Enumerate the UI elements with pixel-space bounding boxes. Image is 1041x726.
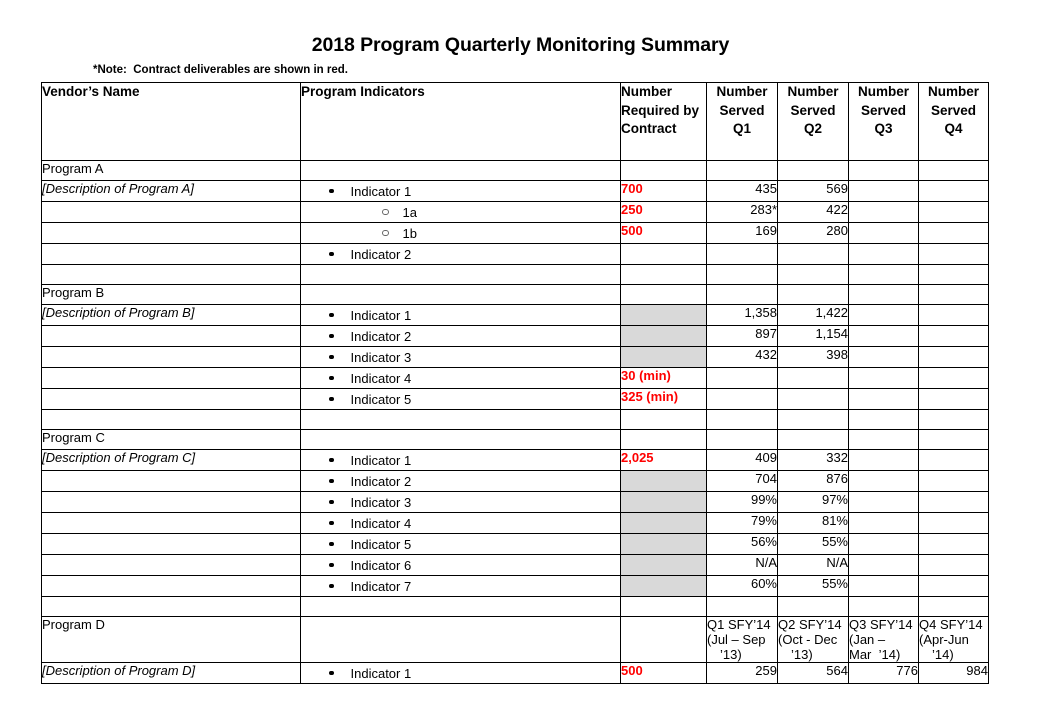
- indicator-cell: [301, 368, 621, 389]
- quarter-line: Mar ’14): [849, 647, 901, 662]
- empty-cell: [778, 285, 849, 305]
- page-title: 2018 Program Quarterly Monitoring Summary: [311, 34, 730, 56]
- q3-value: [849, 471, 919, 492]
- indicator-cell: [301, 576, 621, 597]
- q3-value: [849, 347, 919, 368]
- required-value: 700: [621, 181, 707, 202]
- q3-value: [849, 450, 919, 471]
- empty-cell: [621, 285, 707, 305]
- required-value: [621, 326, 707, 347]
- required-value: 250: [621, 202, 707, 223]
- table-row: [42, 513, 989, 534]
- header-line: Served: [930, 102, 977, 118]
- quarter-line: Q1 SFY’14: [707, 617, 771, 632]
- empty-cell: [707, 430, 778, 450]
- quarter-subheader-q4: [919, 617, 989, 663]
- indicator-cell: [301, 555, 621, 576]
- q4-value: [919, 534, 989, 555]
- indicator-label: Indicator 7: [350, 578, 412, 594]
- q1-value: 704: [707, 471, 778, 492]
- header-line: Served: [719, 102, 765, 118]
- indicator-cell: [301, 471, 621, 492]
- program-description-d: [Description of Program D]: [42, 663, 301, 684]
- q2-value: 398: [778, 347, 849, 368]
- table-row: [42, 368, 989, 389]
- indicator-label: Indicator 2: [350, 246, 412, 262]
- indicator-label: 1a: [402, 204, 417, 220]
- empty-cell: [42, 555, 301, 576]
- q2-value: 332: [778, 450, 849, 471]
- q3-value: [849, 389, 919, 410]
- quarter-line: ’13): [791, 647, 813, 662]
- table-row: [42, 471, 989, 492]
- q3-value: [849, 555, 919, 576]
- column-header-number-served-q4: [919, 83, 989, 161]
- monitoring-summary-table: [41, 82, 989, 684]
- q3-value: [849, 576, 919, 597]
- q4-value: [919, 326, 989, 347]
- required-value: [621, 347, 707, 368]
- bullet-icon: [329, 334, 334, 339]
- q1-value: 56%: [707, 534, 778, 555]
- q3-value: [849, 223, 919, 244]
- spacer-row: [42, 265, 989, 285]
- q4-value: [919, 389, 989, 410]
- q2-value: [778, 244, 849, 265]
- table-row: [42, 347, 989, 368]
- q4-value: [919, 202, 989, 223]
- red-deliverables-note: *Note: Contract deliverables are shown in red.: [93, 64, 348, 76]
- q4-value: [919, 244, 989, 265]
- required-value: [621, 244, 707, 265]
- empty-cell: [42, 597, 301, 617]
- program-description-b: [Description of Program B]: [42, 305, 301, 326]
- indicator-cell: [301, 305, 621, 326]
- indicator-cell: [301, 347, 621, 368]
- quarter-line: (Jan –: [849, 632, 886, 647]
- q2-value: 876: [778, 471, 849, 492]
- empty-cell: [707, 597, 778, 617]
- q4-value: [919, 576, 989, 597]
- bullet-icon: [329, 397, 334, 402]
- indicator-cell: [301, 181, 621, 202]
- empty-cell: [621, 597, 707, 617]
- indicator-cell: [301, 326, 621, 347]
- program-name-a: Program A: [42, 161, 301, 181]
- empty-cell: [42, 576, 301, 597]
- table-row: [42, 492, 989, 513]
- indicator-label: Indicator 2: [350, 328, 412, 344]
- q3-value: [849, 513, 919, 534]
- table-row: [42, 389, 989, 410]
- required-value: 30 (min): [621, 368, 707, 389]
- q1-value: [707, 389, 778, 410]
- empty-cell: [301, 265, 621, 285]
- q1-value: 259: [707, 663, 778, 684]
- empty-cell: [778, 265, 849, 285]
- empty-cell: [301, 285, 621, 305]
- table-row: [42, 202, 989, 223]
- indicator-cell: [301, 663, 621, 684]
- header-line: Number: [787, 84, 839, 99]
- empty-cell: [919, 410, 989, 430]
- empty-cell: [42, 534, 301, 555]
- program-heading-row: [42, 617, 989, 663]
- q1-value: 169: [707, 223, 778, 244]
- header-line: Served: [790, 102, 836, 118]
- q2-value: 564: [778, 663, 849, 684]
- empty-cell: [919, 430, 989, 450]
- quarter-line: (Apr-Jun: [919, 632, 969, 647]
- required-value: [621, 534, 707, 555]
- quarter-subheader-q2: [778, 617, 849, 663]
- q4-value: [919, 471, 989, 492]
- header-line: Contract: [621, 121, 677, 136]
- q2-value: 55%: [778, 576, 849, 597]
- bullet-icon: [329, 376, 334, 381]
- indicator-cell: [301, 450, 621, 471]
- bullet-icon: [329, 313, 334, 318]
- indicator-label: Indicator 2: [350, 473, 412, 489]
- table-row: [42, 534, 989, 555]
- empty-cell: [919, 265, 989, 285]
- q4-value: [919, 492, 989, 513]
- empty-cell: [849, 410, 919, 430]
- q4-value: 984: [919, 663, 989, 684]
- required-value: [621, 492, 707, 513]
- empty-cell: [707, 285, 778, 305]
- bullet-icon: [329, 500, 334, 505]
- indicator-label: Indicator 3: [350, 349, 412, 365]
- quarter-line: ’13): [720, 647, 742, 662]
- indicator-cell: [301, 389, 621, 410]
- empty-cell: [42, 347, 301, 368]
- header-line: Q1: [732, 121, 751, 136]
- empty-cell: [707, 410, 778, 430]
- quarter-line: (Oct - Dec: [778, 632, 838, 647]
- empty-cell: [621, 410, 707, 430]
- empty-cell: [301, 617, 621, 663]
- q2-value: 422: [778, 202, 849, 223]
- bullet-icon: [329, 671, 334, 676]
- q3-value: [849, 326, 919, 347]
- indicator-label: 1b: [402, 225, 417, 241]
- table-row: [42, 576, 989, 597]
- indicator-label: Indicator 5: [350, 536, 412, 552]
- quarter-subheader-q3: [849, 617, 919, 663]
- hollow-bullet-icon: [382, 209, 389, 216]
- required-value: 325 (min): [621, 389, 707, 410]
- bullet-icon: [329, 252, 334, 257]
- spacer-row: [42, 410, 989, 430]
- header-line: Served: [860, 102, 907, 118]
- table-row: [42, 450, 989, 471]
- empty-cell: [42, 265, 301, 285]
- empty-cell: [621, 265, 707, 285]
- table-row: [42, 326, 989, 347]
- column-header-program-indicators: Program Indicators: [301, 83, 621, 161]
- bullet-icon: [329, 189, 334, 194]
- q1-value: 1,358: [707, 305, 778, 326]
- q2-value: 81%: [778, 513, 849, 534]
- table-row: [42, 555, 989, 576]
- empty-cell: [42, 471, 301, 492]
- program-name-c: Program C: [42, 430, 301, 450]
- bullet-icon: [329, 521, 334, 526]
- empty-cell: [301, 410, 621, 430]
- empty-cell: [42, 389, 301, 410]
- program-description-a: [Description of Program A]: [42, 181, 301, 202]
- q3-value: [849, 244, 919, 265]
- q3-value: [849, 534, 919, 555]
- q1-value: 432: [707, 347, 778, 368]
- q4-value: [919, 450, 989, 471]
- empty-cell: [42, 368, 301, 389]
- header-line: Number: [927, 84, 979, 99]
- q4-value: [919, 223, 989, 244]
- required-value: [621, 471, 707, 492]
- table-header-row: [42, 83, 989, 161]
- empty-cell: [42, 492, 301, 513]
- header-line: by: [683, 102, 700, 118]
- header-line: Required: [621, 102, 680, 118]
- empty-cell: [301, 597, 621, 617]
- indicator-label: Indicator 1: [350, 307, 412, 323]
- bullet-icon: [329, 355, 334, 360]
- indicator-label: Indicator 4: [350, 370, 412, 386]
- quarter-line: ’14): [932, 647, 954, 662]
- indicator-cell: [301, 202, 621, 223]
- indicator-label: Indicator 4: [350, 515, 412, 531]
- q3-value: [849, 492, 919, 513]
- q2-value: 97%: [778, 492, 849, 513]
- column-header-number-served-q1: [707, 83, 778, 161]
- q4-value: [919, 555, 989, 576]
- q3-value: [849, 202, 919, 223]
- empty-cell: [849, 161, 919, 181]
- indicator-label: Indicator 5: [350, 391, 412, 407]
- q3-value: [849, 368, 919, 389]
- required-value: 2,025: [621, 450, 707, 471]
- q1-value: 283*: [707, 202, 778, 223]
- q1-value: N/A: [707, 555, 778, 576]
- empty-cell: [778, 161, 849, 181]
- bullet-icon: [329, 584, 334, 589]
- table-row: [42, 244, 989, 265]
- q3-value: [849, 305, 919, 326]
- program-name-b: Program B: [42, 285, 301, 305]
- empty-cell: [849, 597, 919, 617]
- q4-value: [919, 513, 989, 534]
- program-heading-row: [42, 285, 989, 305]
- program-heading-row: [42, 161, 989, 181]
- indicator-label: Indicator 6: [350, 557, 412, 573]
- program-description-c: [Description of Program C]: [42, 450, 301, 471]
- q1-value: 409: [707, 450, 778, 471]
- empty-cell: [919, 161, 989, 181]
- q4-value: [919, 368, 989, 389]
- q2-value: 280: [778, 223, 849, 244]
- bullet-icon: [329, 542, 334, 547]
- q1-value: 435: [707, 181, 778, 202]
- empty-cell: [42, 202, 301, 223]
- header-line: Q2: [803, 121, 822, 136]
- required-value: [621, 576, 707, 597]
- column-header-vendor-name: Vendor’s Name: [42, 83, 301, 161]
- indicator-label: Indicator 1: [350, 452, 412, 468]
- indicator-label: Indicator 1: [350, 183, 412, 199]
- empty-cell: [621, 430, 707, 450]
- indicator-cell: [301, 244, 621, 265]
- header-line: Number: [857, 84, 909, 99]
- empty-cell: [42, 513, 301, 534]
- quarter-line: (Jul – Sep: [707, 632, 766, 647]
- empty-cell: [301, 430, 621, 450]
- table-row: [42, 305, 989, 326]
- table-row: [42, 181, 989, 202]
- required-value: 500: [621, 663, 707, 684]
- bullet-icon: [329, 563, 334, 568]
- required-value: [621, 305, 707, 326]
- quarter-subheader-q1: [707, 617, 778, 663]
- empty-cell: [778, 430, 849, 450]
- empty-cell: [42, 326, 301, 347]
- empty-cell: [42, 244, 301, 265]
- table-row: [42, 223, 989, 244]
- indicator-cell: [301, 513, 621, 534]
- column-header-number-served-q3: [849, 83, 919, 161]
- empty-cell: [707, 161, 778, 181]
- empty-cell: [707, 265, 778, 285]
- empty-cell: [778, 597, 849, 617]
- q4-value: [919, 181, 989, 202]
- indicator-label: Indicator 3: [350, 494, 412, 510]
- empty-cell: [42, 223, 301, 244]
- table-row: [42, 663, 989, 684]
- bullet-icon: [329, 479, 334, 484]
- q2-value: 55%: [778, 534, 849, 555]
- q2-value: N/A: [778, 555, 849, 576]
- empty-cell: [849, 285, 919, 305]
- q1-value: 99%: [707, 492, 778, 513]
- q3-value: [849, 181, 919, 202]
- spacer-row: [42, 597, 989, 617]
- q3-value: 776: [849, 663, 919, 684]
- empty-cell: [301, 161, 621, 181]
- empty-cell: [919, 285, 989, 305]
- required-value: [621, 555, 707, 576]
- program-heading-row: [42, 430, 989, 450]
- q4-value: [919, 305, 989, 326]
- q2-value: 1,154: [778, 326, 849, 347]
- header-line: Q4: [944, 121, 963, 136]
- required-value: [621, 513, 707, 534]
- indicator-cell: [301, 223, 621, 244]
- q2-value: [778, 368, 849, 389]
- indicator-cell: [301, 534, 621, 555]
- q2-value: [778, 389, 849, 410]
- indicator-cell: [301, 492, 621, 513]
- empty-cell: [778, 410, 849, 430]
- empty-cell: [849, 265, 919, 285]
- empty-cell: [621, 161, 707, 181]
- column-header-number-served-q2: [778, 83, 849, 161]
- column-header-number-required-by-contract: [621, 83, 707, 161]
- empty-cell: [849, 430, 919, 450]
- indicator-label: Indicator 1: [350, 665, 412, 681]
- q1-value: 79%: [707, 513, 778, 534]
- q1-value: 897: [707, 326, 778, 347]
- header-line: Q3: [874, 121, 893, 136]
- hollow-bullet-icon: [382, 230, 389, 237]
- quarter-line: Q4 SFY’14: [919, 617, 983, 632]
- monitoring-summary-table-wrapper: [41, 82, 988, 684]
- q2-value: 1,422: [778, 305, 849, 326]
- q2-value: 569: [778, 181, 849, 202]
- quarter-line: Q3 SFY’14: [849, 617, 913, 632]
- quarter-line: Q2 SFY’14: [778, 617, 842, 632]
- empty-cell: [919, 597, 989, 617]
- bullet-icon: [329, 458, 334, 463]
- q1-value: 60%: [707, 576, 778, 597]
- empty-cell: [42, 410, 301, 430]
- program-name-d: Program D: [42, 617, 301, 663]
- q1-value: [707, 244, 778, 265]
- header-line: Number: [716, 84, 768, 99]
- header-line: Number: [621, 84, 673, 99]
- empty-cell: [621, 617, 707, 663]
- q4-value: [919, 347, 989, 368]
- required-value: 500: [621, 223, 707, 244]
- q1-value: [707, 368, 778, 389]
